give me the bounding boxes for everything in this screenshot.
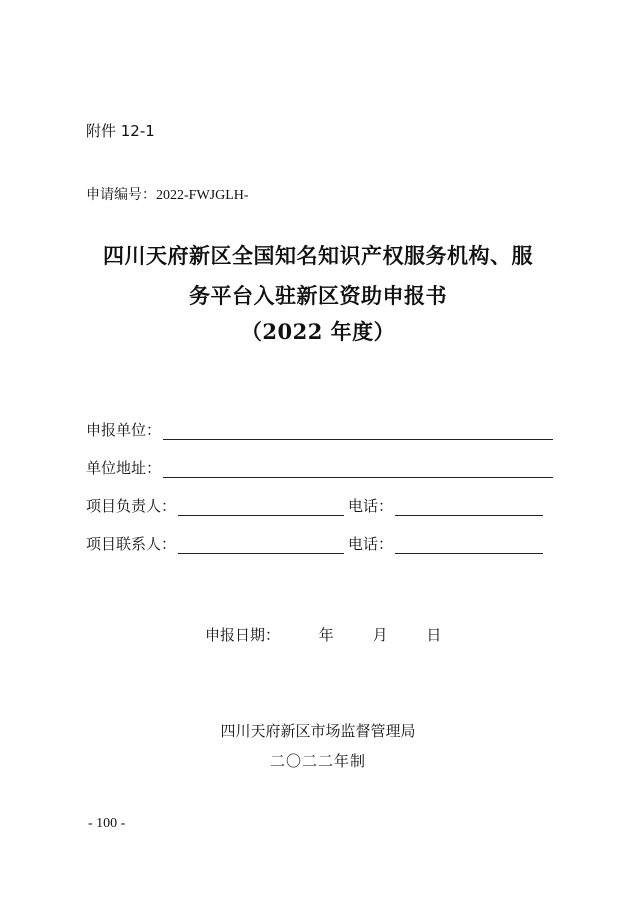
issue-year: 二〇二二年制 [269,752,366,770]
applicant-unit-label: 申报单位： [86,421,162,439]
application-number-value: 2022-FWJGLH- [156,188,249,203]
application-number-label: 申请编号： [86,187,156,203]
attachment-label: 附件 12-1 [86,122,155,140]
document-title-line-1: 四川天府新区全国知名知识产权服务机构、服 [103,243,533,268]
field-unit-address [86,454,553,478]
field-project-leader [86,492,543,516]
field-applicant-unit [86,416,553,440]
document-title-line-2: 务平台入驻新区资助申报书 [189,283,447,308]
date-month-label: 月 [372,626,388,644]
issuing-authority: 四川天府新区市场监督管理局 [220,722,416,740]
field-project-contact [86,530,543,554]
project-leader-blank[interactable] [178,499,344,516]
unit-address-label: 单位地址： [86,459,162,477]
application-date [205,624,441,645]
date-day-label: 日 [426,626,442,644]
document-title-year: （2022 年度） [240,319,396,344]
project-contact-blank[interactable] [178,537,344,554]
contact-phone-label: 电话： [348,535,394,553]
leader-phone-blank[interactable] [395,499,543,516]
application-date-label: 申报日期： [205,626,281,644]
project-contact-label: 项目联系人： [86,535,177,553]
project-leader-label: 项目负责人： [86,497,177,515]
leader-phone-label: 电话： [348,497,394,515]
applicant-unit-blank[interactable] [163,423,553,440]
application-number [86,184,249,204]
date-year-label: 年 [318,626,334,644]
page-number: - 100 - [88,816,126,831]
contact-phone-blank[interactable] [395,537,543,554]
unit-address-blank[interactable] [163,461,553,478]
